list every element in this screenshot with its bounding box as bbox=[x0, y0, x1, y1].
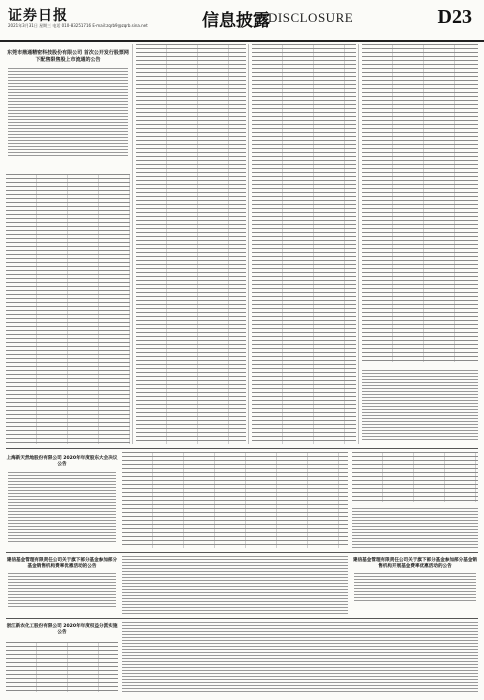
masthead bbox=[0, 0, 484, 42]
notice-body-text bbox=[8, 472, 116, 542]
data-table bbox=[362, 44, 478, 362]
notice-title: 浙江新农化工股份有限公司 2020年年度权益分派实施公告 bbox=[6, 624, 118, 635]
column-divider bbox=[248, 44, 249, 444]
data-table bbox=[6, 174, 130, 444]
notice-block bbox=[352, 452, 478, 548]
notice-title: 东莞市鼎通精密科技股份有限公司 首次公开发行股票网下配售限售股上市流通的公告 bbox=[7, 50, 129, 63]
section-title-cn: 信息披露 bbox=[202, 11, 270, 31]
notice-block bbox=[6, 556, 118, 614]
notice-body-text bbox=[8, 68, 128, 158]
notice-body-text bbox=[122, 556, 348, 614]
data-table bbox=[6, 642, 118, 692]
notice-body-text bbox=[352, 508, 478, 548]
data-table bbox=[252, 44, 356, 444]
data-table bbox=[136, 44, 246, 444]
notice-footer-text bbox=[362, 370, 478, 440]
column-4 bbox=[362, 44, 478, 444]
notice-body-text bbox=[354, 573, 476, 603]
column-divider bbox=[132, 44, 133, 444]
column-3 bbox=[252, 44, 356, 444]
notice-body-text bbox=[122, 622, 478, 694]
notice-block bbox=[122, 452, 348, 548]
page-number: D23 bbox=[437, 6, 472, 28]
section-divider bbox=[6, 552, 478, 553]
column-1 bbox=[6, 44, 130, 444]
column-divider bbox=[358, 44, 359, 444]
notice-body-text bbox=[8, 573, 116, 607]
issue-info: 2021年3月31日 星期三 电话 010-83251716 E-mail:zqrb9@zqrb.sina.net bbox=[8, 23, 148, 28]
data-table bbox=[122, 452, 348, 548]
notice-block bbox=[122, 556, 348, 614]
section-title-en: DISCLOSURE bbox=[268, 10, 354, 25]
notice-block bbox=[6, 622, 118, 694]
data-table bbox=[352, 452, 478, 502]
section-divider bbox=[6, 618, 478, 619]
section-divider bbox=[6, 448, 478, 449]
notice-title: 上海新天然地股份有限公司 2020年年度股东大会决议公告 bbox=[6, 456, 118, 467]
column-2 bbox=[136, 44, 246, 444]
notice-title: 建信基金管理有限责任公司关于旗下部分基金参加部分基金销售机构开展基金费率优惠活动的公告 bbox=[352, 558, 478, 569]
notice-block bbox=[352, 556, 478, 614]
notice-title: 建信基金管理有限责任公司关于旗下部分基金参加部分基金销售机构费率优惠活动的公告 bbox=[6, 558, 118, 569]
notice-block bbox=[122, 622, 478, 694]
newspaper-logo: 证券日报 bbox=[8, 8, 68, 24]
notice-block bbox=[6, 452, 118, 548]
